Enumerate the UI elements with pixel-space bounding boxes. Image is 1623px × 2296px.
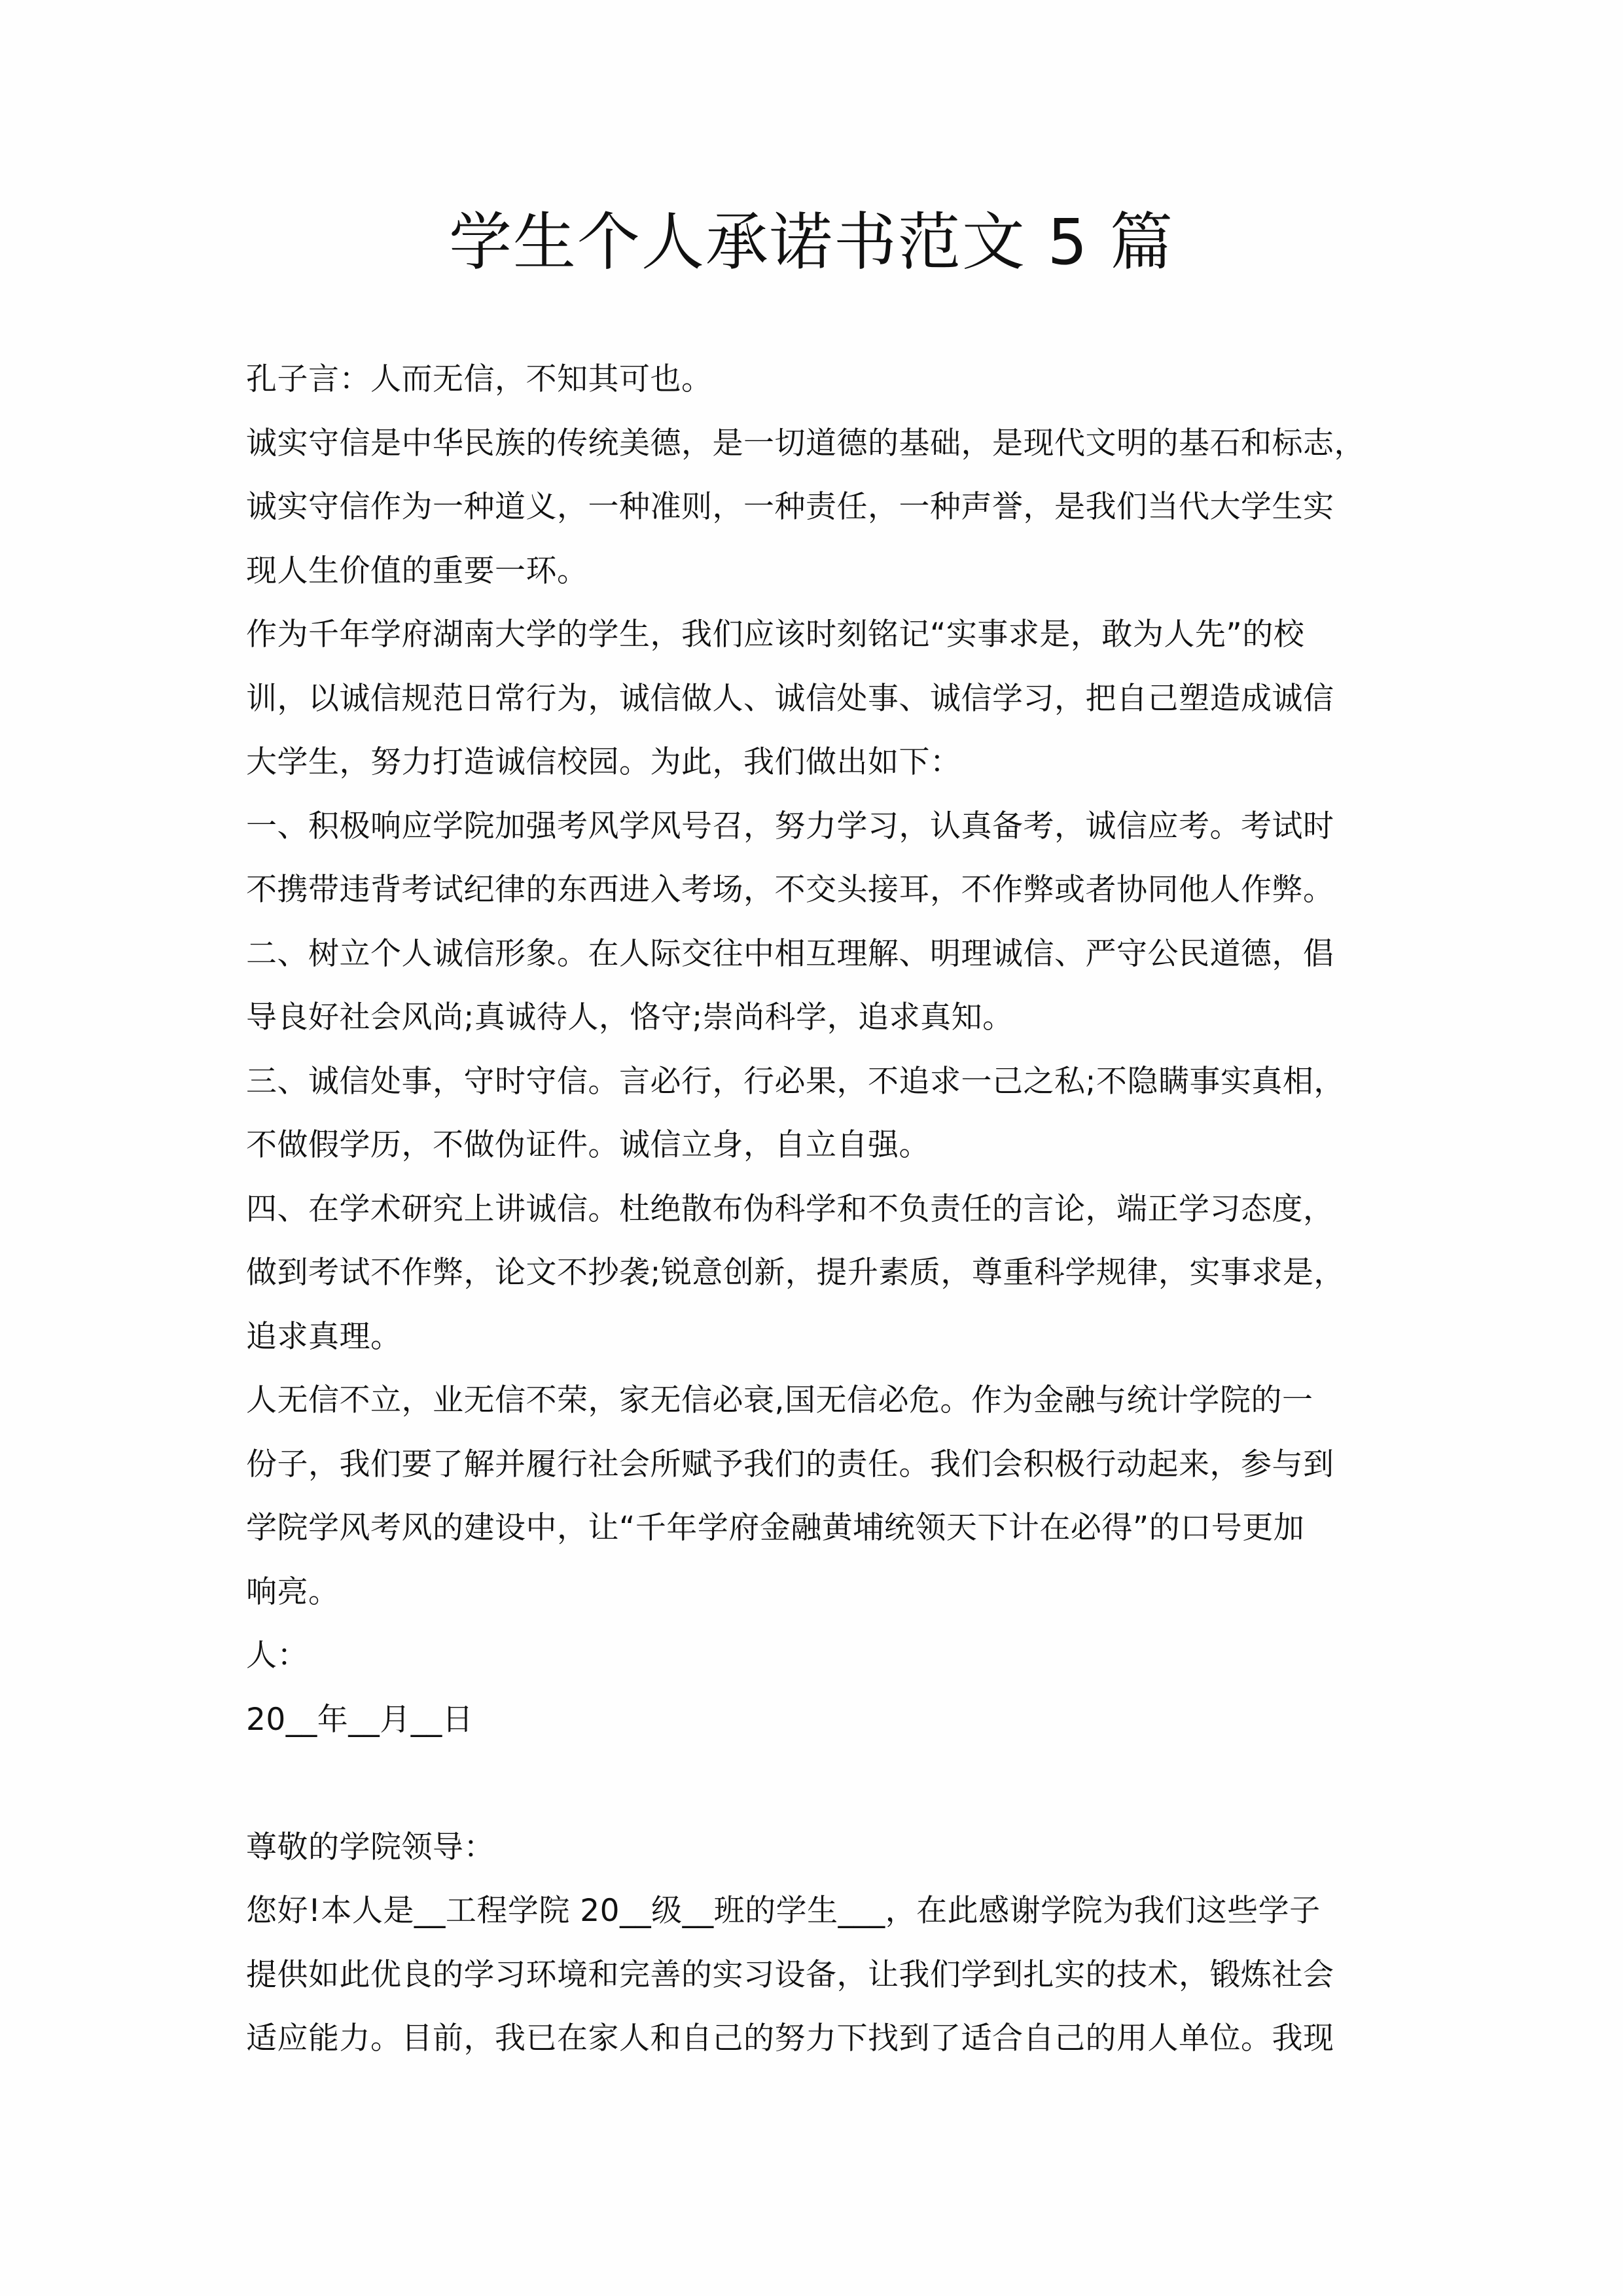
- paragraph-line: 不做假学历，不做伪证件。诚信立身，自立自强。: [246, 1127, 930, 1163]
- paragraph-line: 四、在学术研究上讲诚信。杜绝散布伪科学和不负责任的言论，端正学习态度，: [246, 1191, 1334, 1227]
- paragraph-line: 导良好社会风尚;真诚待人，恪守;崇尚科学，追求真知。: [246, 999, 1014, 1035]
- paragraph-line: 孔子言：人而无信，不知其可也。: [246, 361, 713, 397]
- paragraph-line: 适应能力。目前，我已在家人和自己的努力下找到了适合自己的用人单位。我现: [246, 2020, 1334, 2056]
- salutation: 尊敬的学院领导：: [246, 1829, 495, 1865]
- paragraph-line: 您好!本人是__工程学院 20__级__班的学生___，在此感谢学院为我们这些学子: [246, 1893, 1321, 1929]
- date-line: 20__年__月__日: [246, 1701, 474, 1738]
- document-title: 学生个人承诺书范文 5 篇: [448, 206, 1175, 279]
- paragraph-line: 人无信不立，业无信不荣，家无信必衰,国无信必危。作为金融与统计学院的一: [246, 1382, 1313, 1418]
- document-body: [246, 348, 1385, 2071]
- paragraph-line: 响亮。: [246, 1573, 340, 1610]
- paragraph-line: 三、诚信处事，守时守信。言必行，行必果，不追求一己之私;不隐瞒事实真相，: [246, 1063, 1345, 1100]
- paragraph-line: 提供如此优良的学习环境和完善的实习设备，让我们学到扎实的技术，锻炼社会: [246, 1956, 1334, 1993]
- paragraph-line: 做到考试不作弊，论文不抄袭;锐意创新，提升素质，尊重科学规律，实事求是，: [246, 1255, 1345, 1291]
- paragraph-line: 二、树立个人诚信形象。在人际交往中相互理解、明理诚信、严守公民道德，倡: [246, 935, 1334, 972]
- signature-label: 人：: [246, 1638, 308, 1674]
- paragraph-line: 训，以诚信规范日常行为，诚信做人、诚信处事、诚信学习，把自己塑造成诚信: [246, 680, 1334, 717]
- paragraph-line: 作为千年学府湖南大学的学生，我们应该时刻铭记“实事求是，敢为人先”的校: [246, 617, 1305, 653]
- paragraph-line: 追求真理。: [246, 1318, 402, 1355]
- paragraph-line: 一、积极响应学院加强考风学风号召，努力学习，认真备考，诚信应考。考试时: [246, 808, 1334, 844]
- paragraph-line: 大学生，努力打造诚信校园。为此，我们做出如下：: [246, 744, 961, 780]
- paragraph-line: 不携带违背考试纪律的东西进入考场，不交头接耳，不作弊或者协同他人作弊。: [246, 872, 1334, 908]
- paragraph-line: 诚实守信是中华民族的传统美德，是一切道德的基础，是现代文明的基石和标志，: [246, 425, 1365, 461]
- paragraph-line: 诚实守信作为一种道义，一种准则，一种责任，一种声誉，是我们当代大学生实: [246, 489, 1334, 525]
- paragraph-line: 现人生价值的重要一环。: [246, 552, 588, 589]
- section-spacer: [246, 1751, 1385, 1816]
- paragraph-line: 学院学风考风的建设中，让“千年学府金融黄埔统领天下计在必得”的口号更加: [246, 1510, 1305, 1546]
- paragraph-line: 份子，我们要了解并履行社会所赋予我们的责任。我们会积极行动起来，参与到: [246, 1446, 1334, 1482]
